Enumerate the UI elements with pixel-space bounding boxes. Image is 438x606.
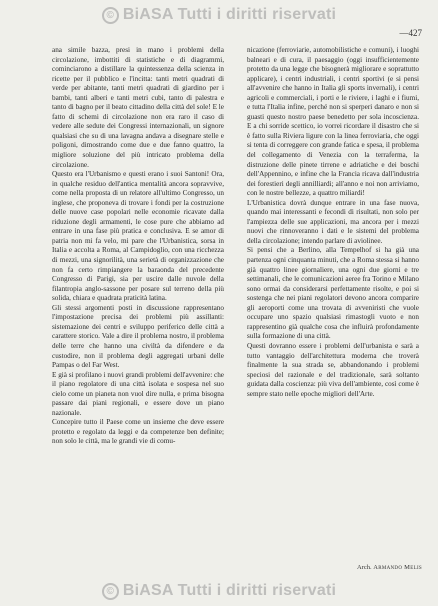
page-number: —427 (399, 28, 422, 38)
paragraph: Si pensi che a Berlino, alla Tempelhof si ha già una partenza ogni cinquanta minuti, che a Roma stessa si hanno già quattro linee giornaliere, una ogni due giorni e tre settimanali, che le comunicazioni aeree fra Torino e Milano sono ormai da considerarsi perfettamente risolte, e poi si sostenga che nei piani regolatori devono ancora comparire gli aeroporti come una trovata di avveniristi che vuole occupare uno spazio qualsiasi rimastogli vuoto e non rappresentino già qualche cosa che influirà profondamente sulla formazione di una città. (247, 246, 419, 341)
paragraph: E già si profilano i nuovi grandi problemi dell'avvenire: che il piano regolatore di una città isolata e sospesa nel suo cielo come un pianeta non vuol dire nulla, e prima bisogna passare dai piani regionali, e essere dove un piano nazionale. (52, 370, 224, 417)
watermark-top-text: BiASA Tutti i diritti riservati (122, 6, 337, 23)
copyright-icon: © (102, 7, 119, 24)
author-name: Armando Melis (373, 564, 422, 571)
paragraph: Concepire tutto il Paese come un insieme che deve essere protetto e regolato da leggi e da competenze ben definite; non solo le città, ma le grandi vie di comu- (52, 418, 224, 446)
author-title: Arch. (356, 564, 372, 571)
paragraph: Questo era l'Urbanismo e questi erano i suoi Santoni! Ora, in qualche residuo dell'antica mentalità ancora sopravvive, come nella proposta di un relatore all'ultimo Congresso, un inglese, che proponeva di trovare i fondi per la costruzione delle nuove case popolari nelle economie ricavate dalla riduzione degli armamenti, le cose pure che abbiamo ad entrare in una fase più pratica e conclusiva. E se amor di patria non mi fa velo, mi pare che l'Urbanistica, sorsa in Italia e accolta a Roma, al Campidoglio, con una ricchezza di mezzi, una signorilità, una serietà di organizzazione che non fa certo rimpiangere la baraonda del precedente Congresso di Parigi, sia per uscire dalle nuvole della filantropia anglo-sassone per posare sul terreno della più solida, chiara e quadrata praticità latina. (52, 170, 224, 303)
watermark-bottom-text: BiASA Tutti i diritti riservati (122, 582, 337, 599)
paragraph: nicazione (ferroviarie, automobilistiche e comuni), i luoghi balneari e di cura, il paesaggio (oggi insufficientemente protetto da una legge che bisognerà migliorare e soprattutto applicare), i centri industriali, i centri sportivi (e si pensi all'avvenire che hanno in Italia gli sports invernali), i centri agricoli e commerciali, i porti e le riviere, i laghi e i fiumi, e tutta l'Italia infine, perché non si sperperi danaro e non si guasti questo nostro paese benedetto per sola incoscienza. E a chi sorride scettico, io vorrei ricordare il disastro che si è fatto sulla Riviera ligure con la linea ferroviaria, che oggi si tenta di correggere con grande fatica e spesa, il problema del collegamento di Venezia con la terraferma, la distruzione delle pinete tirrene e adriatiche e dei boschi dell'Appennino, e infine che la Francia ricava dall'industria dei forestieri degli annilliardi; all'anno e noi non arriviamo, con le nostre bellezze, a quattro miliardi! (247, 46, 419, 198)
copyright-icon: © (102, 583, 119, 600)
author-signature (280, 564, 422, 571)
paragraph: L'Urbanistica dovrà dunque entrare in una fase nuova, quando mai interessanti e fecondi di risultati, non solo per l'ampiezza delle sue applicazioni, ma ancora per i mezzi nuovi che rinnoveranno i dati e le sistemi del problema della circolazione; intendo parlare di aviolinee. (247, 198, 419, 245)
right-column (247, 46, 419, 399)
left-column (52, 46, 224, 447)
watermark-top (0, 6, 438, 24)
paragraph: ana simile bazza, presi in mano i problemi della circolazione, imbottiti di statistiche e di diagrammi, cominciarono a distillare la quintessenza della scienza in ricette per il pubblico e l'incitta: tanti metri quadrati di verde per abitante, tanti metri quadrati di giardino per i bambi, tanti alberi e tanti metri cubi, tanto di palestra e tanto di bagno per il beato cittadino della città del sole! E le fatto di schemi di circolazione non era raro il caso di vedere alle sedute dei Congressi internazionali, un signore qualsiasi che su di una lavagna andava a disegnare stelle e poligoni, dimostrando come due e due fanno quattro, la migliore soluzione del più intricato problema della circolazione. (52, 46, 224, 169)
paragraph: Gli stessi argomenti posti in discussione rappresentano l'impostazione precisa dei problemi più assillanti: sistemazione dei centri e sviluppo periferico delle città a carattere storico. Vale a dire il problema nostro, il problema delle terre che hanno una civiltà da difendere e da custodire, non il problema degli aggregati urbani delle Pampas o del Far West. (52, 303, 224, 370)
paragraph: Questi dovranno essere i problemi dell'urbanista e sarà a tutto vantaggio dell'architettura moderna che troverà finalmente la sua strada se, abbandonando i problemi speciosi del razionale e del tradizionale, sarà soltanto guidata dalla coscienza: più viva dell'ambiente, così come è sempre stato nelle epoche migliori dell'Arte. (247, 341, 419, 398)
watermark-bottom (0, 582, 438, 600)
